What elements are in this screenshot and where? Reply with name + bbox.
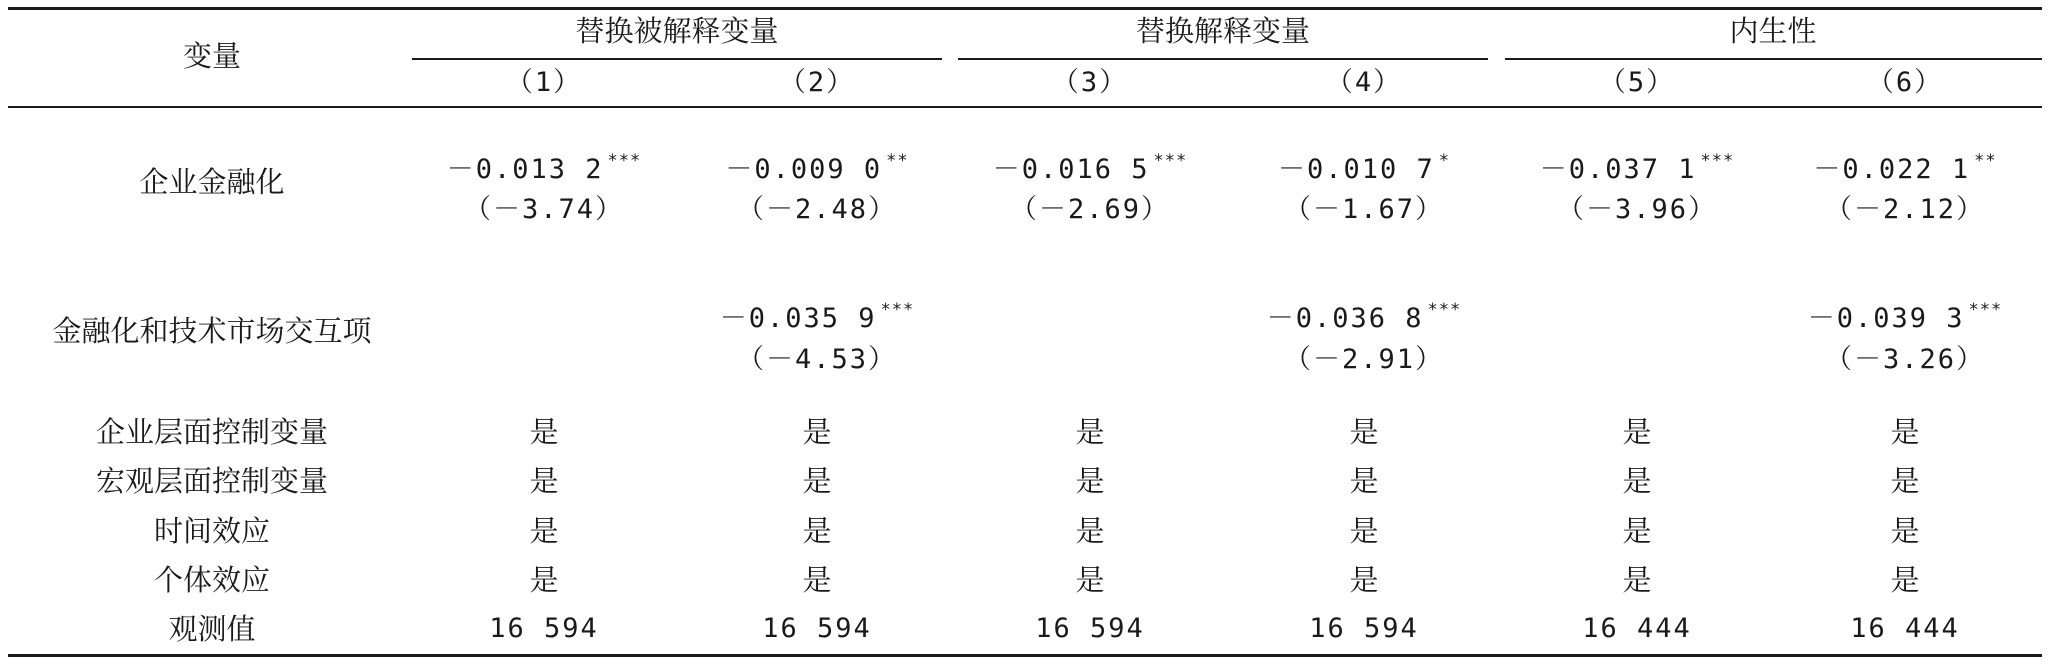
row-label-observations: 观测值 bbox=[168, 612, 256, 646]
column-header-4: （4） bbox=[1325, 67, 1403, 98]
row-label-interaction: 金融化和技术市场交互项 bbox=[52, 314, 372, 348]
coef-cell: －0.010 7 * bbox=[1277, 151, 1451, 185]
control-cell: 是 bbox=[1622, 514, 1652, 548]
tstat-cell: （－2.91） bbox=[1283, 344, 1445, 375]
tstat-cell: （－2.12） bbox=[1824, 194, 1986, 225]
control-cell: 是 bbox=[529, 415, 559, 449]
coef-cell: －0.035 9 *** bbox=[719, 300, 915, 334]
control-cell: 是 bbox=[529, 563, 559, 597]
control-cell: 是 bbox=[1890, 415, 1920, 449]
significance-stars: * bbox=[1438, 151, 1451, 171]
control-cell: 是 bbox=[1622, 563, 1652, 597]
significance-stars: *** bbox=[880, 300, 915, 320]
coef-cell: －0.022 1 ** bbox=[1813, 151, 1997, 185]
column-header-6: （6） bbox=[1866, 67, 1944, 98]
column-header-1: （1） bbox=[505, 67, 583, 98]
group3-underline bbox=[1505, 58, 2042, 60]
coef-cell: －0.016 5 *** bbox=[992, 151, 1188, 185]
control-cell: 是 bbox=[1075, 415, 1105, 449]
tstat-cell: （－4.53） bbox=[736, 344, 898, 375]
variable-header: 变量 bbox=[182, 39, 242, 73]
significance-stars: *** bbox=[607, 151, 642, 171]
control-cell: 是 bbox=[529, 464, 559, 498]
control-cell: 是 bbox=[1349, 464, 1379, 498]
group-header-replace-dependent: 替换被解释变量 bbox=[575, 14, 779, 48]
significance-stars: ** bbox=[1974, 151, 1997, 171]
tstat-cell: （－2.69） bbox=[1009, 194, 1171, 225]
row-label-individual-effect: 个体效应 bbox=[153, 563, 271, 597]
control-cell: 是 bbox=[1622, 464, 1652, 498]
control-cell: 是 bbox=[802, 464, 832, 498]
control-cell: 是 bbox=[529, 514, 559, 548]
column-header-3: （3） bbox=[1051, 67, 1129, 98]
control-cell: 是 bbox=[1075, 563, 1105, 597]
significance-stars: *** bbox=[1153, 151, 1188, 171]
tstat-cell: （－1.67） bbox=[1283, 194, 1445, 225]
control-cell: 是 bbox=[1075, 514, 1105, 548]
column-header-5: （5） bbox=[1598, 67, 1676, 98]
significance-stars: ** bbox=[886, 151, 909, 171]
tstat-cell: （－3.26） bbox=[1824, 344, 1986, 375]
control-cell: 是 bbox=[1349, 415, 1379, 449]
group-header-replace-explanatory: 替换解释变量 bbox=[1135, 14, 1311, 48]
significance-stars: *** bbox=[1968, 300, 2003, 320]
tstat-cell: （－3.74） bbox=[463, 194, 625, 225]
control-cell: 是 bbox=[1890, 464, 1920, 498]
control-cell: 是 bbox=[802, 415, 832, 449]
control-cell: 是 bbox=[1075, 464, 1105, 498]
observations-cell: 16 594 bbox=[1309, 613, 1419, 644]
observations-cell: 16 444 bbox=[1850, 613, 1960, 644]
group2-underline bbox=[958, 58, 1488, 60]
observations-cell: 16 594 bbox=[1035, 613, 1145, 644]
top-rule bbox=[8, 7, 2042, 10]
observations-cell: 16 594 bbox=[489, 613, 599, 644]
control-cell: 是 bbox=[1349, 514, 1379, 548]
control-cell: 是 bbox=[1890, 563, 1920, 597]
coef-cell: －0.039 3 *** bbox=[1807, 300, 2003, 334]
tstat-cell: （－2.48） bbox=[736, 194, 898, 225]
significance-stars: *** bbox=[1427, 300, 1462, 320]
group1-underline bbox=[412, 58, 942, 60]
bottom-rule bbox=[8, 654, 2042, 657]
control-cell: 是 bbox=[1349, 563, 1379, 597]
observations-cell: 16 594 bbox=[762, 613, 872, 644]
control-cell: 是 bbox=[1890, 514, 1920, 548]
column-header-2: （2） bbox=[778, 67, 856, 98]
coef-cell: －0.036 8 *** bbox=[1266, 300, 1462, 334]
row-label-macro-controls: 宏观层面控制变量 bbox=[95, 464, 329, 498]
group-header-endogeneity: 内生性 bbox=[1729, 14, 1817, 48]
header-rule bbox=[8, 106, 2042, 108]
coef-cell: －0.013 2 *** bbox=[446, 151, 642, 185]
row-label-time-effect: 时间效应 bbox=[153, 514, 271, 548]
row-label-financialization: 企业金融化 bbox=[139, 165, 285, 199]
coef-cell: －0.037 1 *** bbox=[1539, 151, 1735, 185]
row-label-firm-controls: 企业层面控制变量 bbox=[95, 415, 329, 449]
control-cell: 是 bbox=[1622, 415, 1652, 449]
tstat-cell: （－3.96） bbox=[1556, 194, 1718, 225]
control-cell: 是 bbox=[802, 514, 832, 548]
coef-cell: －0.009 0 ** bbox=[725, 151, 909, 185]
significance-stars: *** bbox=[1700, 151, 1735, 171]
observations-cell: 16 444 bbox=[1582, 613, 1692, 644]
control-cell: 是 bbox=[802, 563, 832, 597]
